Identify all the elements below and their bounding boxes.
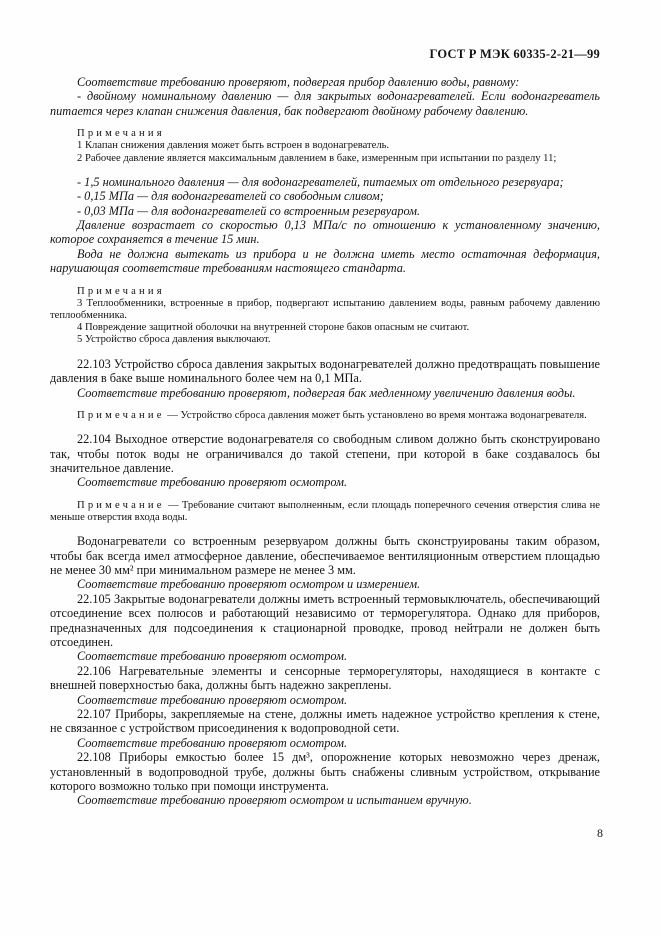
compliance-paragraph: Соответствие требованию проверяют осмотром. bbox=[77, 692, 348, 707]
compliance-paragraph: Соответствие требованию проверяют осмотром. bbox=[77, 735, 348, 750]
notes-heading bbox=[50, 128, 600, 140]
body-paragraph: 22.106 Нагревательные элементы и сенсорные терморегуляторы, находящиеся в контакте с внешней поверхностью бака, должны быть надежно закреплены. bbox=[50, 663, 600, 693]
note-label: Примечание bbox=[77, 499, 165, 511]
note-item: 5 Устройство сброса давления выключают. bbox=[77, 334, 271, 346]
compliance-paragraph: Давление возрастает со скоростью 0,13 МПа/с по отношению к установленному значению, которое сохраняется в течение 15 мин. bbox=[50, 218, 600, 247]
notes-block bbox=[50, 286, 600, 347]
body-paragraph: 22.108 Приборы емкостью более 15 дм³, опорожнение которых невозможно через дренаж, установленный в водопроводной трубе, должны быть снабжены сливным устройством, открывание которого возможно только при помощи инструмента. bbox=[50, 750, 600, 794]
body-paragraph: 22.103 Устройство сброса давления закрытых водонагревателей должно предотвращать повышение давления в баке выше номинального более чем на 0,1 МПа. bbox=[50, 356, 600, 386]
compliance-paragraph: - 0,15 МПа — для водонагревателей со свободным сливом; bbox=[77, 189, 384, 204]
compliance-paragraph: - 1,5 номинального давления — для водонагревателей, питаемых от отдельного резервуара; bbox=[77, 174, 564, 189]
compliance-paragraph: Соответствие требованию проверяют осмотром и измерением. bbox=[77, 577, 421, 592]
compliance-paragraph: Соответствие требованию проверяют осмотром. bbox=[77, 475, 348, 490]
running-header: ГОСТ Р МЭК 60335-2-21—99 bbox=[429, 47, 600, 61]
compliance-paragraph: Соответствие требованию проверяют, подвергая прибор давлению воды, равному: bbox=[77, 75, 520, 89]
note bbox=[50, 500, 600, 524]
page-number: 8 bbox=[597, 826, 603, 840]
compliance-paragraph: Вода не должна вытекать из прибора и не должна иметь место остаточная деформация, нарушающая соответствие требованиям настоящего стандарта. bbox=[50, 246, 600, 276]
body-paragraph: 22.104 Выходное отверстие водонагревателя со свободным сливом должно быть сконструировано так, чтобы поток воды не ограничивался до такой степени, при которой в баке создавалось бы значительное давление. bbox=[50, 432, 600, 475]
body-paragraph: Водонагреватели со встроенным резервуаром должны быть сконструированы таким образом, чтобы бак всегда имел атмосферное давление, обеспечиваемое вентиляционным отверстием площадью не менее 30 мм² при минимальном размере не менее 3 мм. bbox=[50, 534, 600, 577]
note-label: Примечание bbox=[77, 409, 165, 421]
note-text: — Требование считают выполненным, если площадь поперечного сечения отверстия слива не меньше отверстия входа воды. bbox=[50, 499, 600, 523]
compliance-paragraph: - двойному номинальному давлению — для закрытых водонагревателей. Если водонагреватель питается через клапан снижения давления, бак подвергают двойному рабочему давлению. bbox=[50, 89, 600, 118]
notes-heading bbox=[50, 286, 600, 298]
notes-heading-label: Примечания bbox=[77, 128, 165, 140]
compliance-paragraph: Соответствие требованию проверяют осмотром и испытанием вручную. bbox=[77, 793, 472, 808]
body-paragraph: 22.107 Приборы, закрепляемые на стене, должны иметь надежное устройство крепления к стене, не связанное с устройством присоединения к водопроводной сети. bbox=[50, 707, 600, 736]
compliance-paragraph: - 0,03 МПа — для водонагревателей со встроенным резервуаром. bbox=[77, 203, 421, 218]
note-text: — Устройство сброса давления может быть установлено во время монтажа водонагревателя. bbox=[167, 409, 587, 421]
note-item: 4 Повреждение защитной оболочки на внутренней стороне баков опасным не считают. bbox=[77, 322, 470, 334]
note-item: 3 Теплообменники, встроенные в прибор, подвергают испытанию давлением воды, равным рабочему давлению теплообменника. bbox=[50, 297, 600, 322]
note-item: 2 Рабочее давление является максимальным давлением в баке, измеренным при испытании по разделу 11; bbox=[77, 152, 557, 164]
note-item: 1 Клапан снижения давления может быть встроен в водонагреватель. bbox=[77, 140, 390, 152]
note bbox=[50, 410, 600, 422]
notes-block bbox=[50, 128, 600, 165]
compliance-paragraph: Соответствие требованию проверяют, подвергая бак медленному увеличению давления воды. bbox=[77, 385, 576, 400]
compliance-paragraph: Соответствие требованию проверяют осмотром. bbox=[77, 649, 348, 664]
body-paragraph: 22.105 Закрытые водонагреватели должны иметь встроенный термовыключатель, обеспечивающий отсоединение всех полюсов и работающий независимо от терморегулятора. Однако для приборов, предназначенных для подсоединения к стационарной проводке, провод нейтрали не должен быть отсоединен. bbox=[50, 591, 600, 649]
notes-heading-label: Примечания bbox=[77, 285, 165, 297]
